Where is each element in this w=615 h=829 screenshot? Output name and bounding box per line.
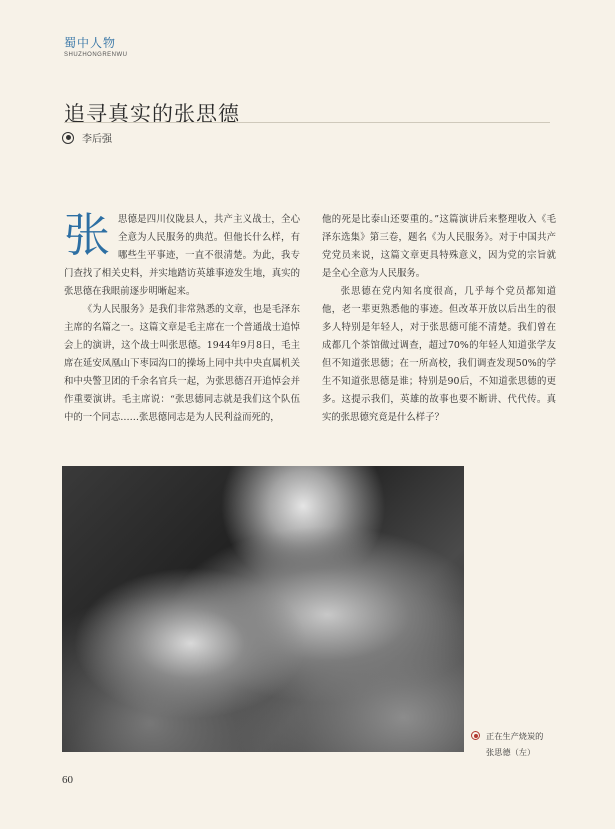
caption-line: 张思德（左） [486,747,536,757]
paragraph: 《为人民服务》是我们非常熟悉的文章，也是毛泽东主席的名篇之一。这篇文章是毛主席在一个普通战士追悼会上的演讲，这个战士叫张思德。1944年9月8日，毛主席在延安凤凰山下枣园沟口的操场上同中共中央直属机关和中央警卫团的千余名官兵一起，为张思德召开追悼会并作重要演讲。毛主席说：“张思德同志就是我们这个队伍中的一个同志……张思德同志是为人民利益而死的， [64,304,300,423]
section-header [64,34,128,58]
author-name: 李后强 [82,134,112,145]
title-divider [64,122,550,123]
photo-caption [471,728,543,760]
left-column [64,208,300,427]
section-title: 蜀中人物 [64,36,117,50]
section-pinyin: SHUZHONGRENWU [64,52,128,58]
paragraph-text: 思德是四川仪陇县人，共产主义战士，全心全意为人民服务的典范。但他长什么样，有哪些生平事迹，一直不很清楚。为此，我专门查找了相关史料，并实地踏访英雄事迹发生地，真实的张思德在我眼前逐步明晰起来。 [64,214,300,297]
right-column [322,211,556,427]
paragraph [64,208,300,301]
bullet-circle-icon [62,132,74,144]
author-line [62,130,112,145]
caption-line: 正在生产烧炭的 [486,731,544,741]
paragraph: 张思德在党内知名度很高，几乎每个党员都知道他，老一辈更熟悉他的事迹。但改革开放以后出生的很多人特别是年轻人，对于张思德可能不清楚。我们曾在成都几个茶馆做过调查，超过70%的年轻人知道张学友但不知道张思德；在一所高校，我们调查发现50%的学生不知道张思德是谁；特别是90后，不知道张思德的更多。这提示我们，英雄的故事也要不断讲、代代传。真实的张思德究竟是什么样子？ [322,286,556,423]
historical-photo [62,466,464,752]
article-title: 追寻真实的张思德 [64,102,240,127]
paragraph: 他的死是比泰山还要重的。”这篇演讲后来整理收入《毛泽东选集》第三卷，题名《为人民服务》。对于中国共产党党员来说，这篇文章更具特殊意义，因为党的宗旨就是全心全意为人民服务。 [322,214,556,279]
drop-cap: 张 [64,208,110,262]
page-number: 60 [62,774,73,786]
caption-bullet-icon [471,731,480,740]
